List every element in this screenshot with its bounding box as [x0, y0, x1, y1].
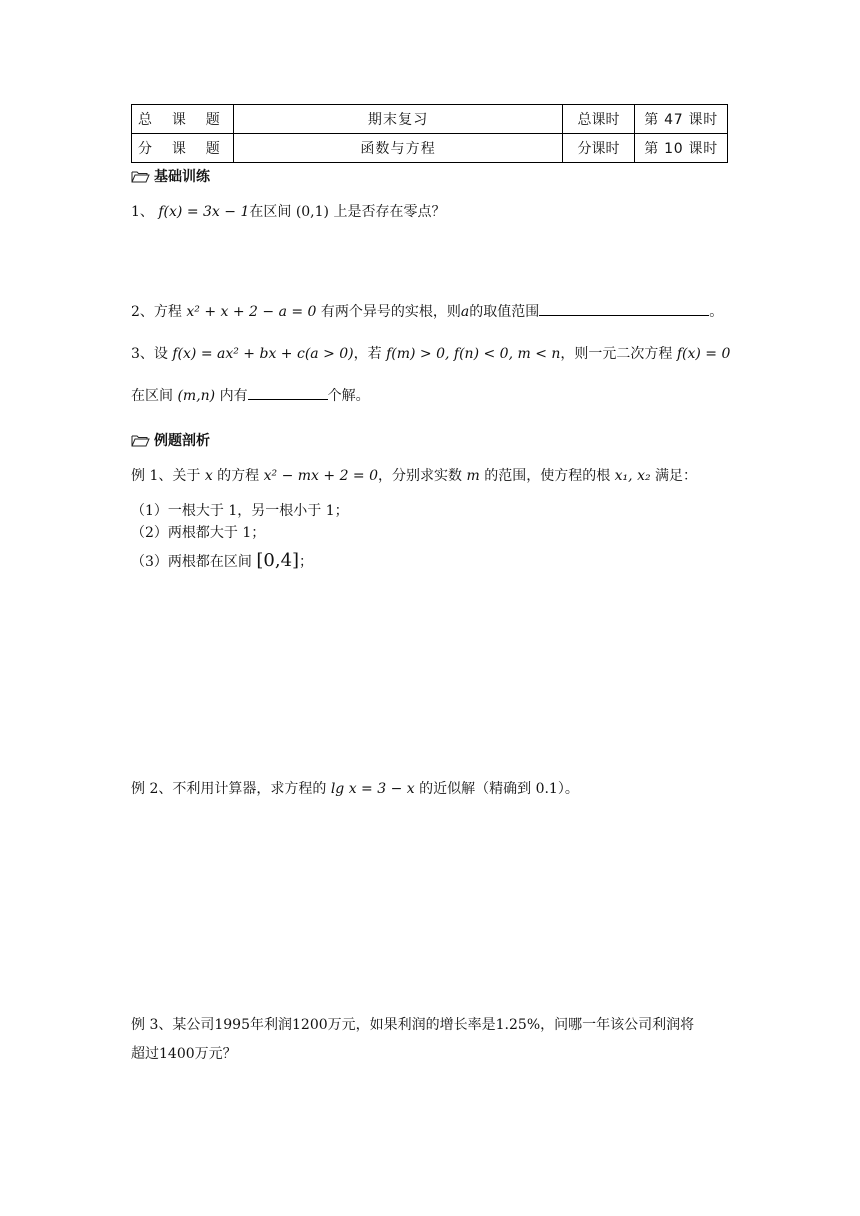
question-text: 的方程: [217, 468, 260, 484]
math-interval: [0,4]: [256, 550, 300, 571]
example-number: 例 2、不利用计算器，求方程的: [131, 781, 327, 797]
math-equation: f(x) = 0: [676, 346, 731, 362]
example-1-item-2: （2）两根都大于 1；: [131, 525, 266, 541]
section-title: 例题剖析: [154, 433, 210, 449]
section-basic-training: [131, 166, 210, 186]
question-number: 3、设: [131, 346, 168, 362]
question-text: （3）两根都在区间: [131, 554, 252, 570]
question-text: 的近似解（精确到 0.1）。: [419, 781, 579, 797]
section-title: 基础训练: [154, 169, 210, 185]
question-text: 。: [709, 304, 724, 320]
header-value-total-topic: 期末复习: [234, 105, 562, 134]
lesson-header-table: [131, 104, 728, 163]
math-condition: f(m) > 0, f(n) < 0, m < n: [386, 346, 561, 362]
question-text: 上是否存在零点？: [333, 204, 446, 220]
question-text: 年利润: [250, 1017, 292, 1033]
question-text: 个解。: [327, 388, 370, 404]
math-expression: f(x) = ax² + bx + c(a > 0): [172, 346, 354, 362]
question-text: 在区间: [131, 388, 173, 404]
example-number: 例 1、关于: [131, 468, 201, 484]
example-1-item-3: [131, 550, 313, 571]
amount-value: 1200: [292, 1017, 328, 1033]
header-label-sub-hours: 分课时: [562, 134, 634, 163]
question-text: ，若: [353, 346, 382, 362]
question-text: ，则一元二次方程: [560, 346, 673, 362]
question-number: 2、方程: [131, 304, 182, 320]
math-expression: f(x) = 3x − 1: [158, 204, 250, 220]
answer-blank[interactable]: [248, 386, 328, 400]
math-interval: (0,1): [295, 204, 330, 220]
question-text: 有两个异号的实根，则: [320, 304, 461, 320]
header-value-sub-topic: 函数与方程: [234, 134, 562, 163]
folder-icon: [131, 170, 150, 183]
example-number: 例 3、某公司: [131, 1017, 215, 1033]
year-value: 1995: [214, 1017, 250, 1033]
math-variable: x: [204, 468, 213, 484]
math-expression: lg x = 3 − x: [330, 781, 415, 797]
question-1: [131, 201, 445, 221]
math-expression: x² + x + 2 − a = 0: [186, 304, 317, 320]
question-text: ，分别求实数: [378, 468, 463, 484]
example-1: [131, 465, 697, 485]
question-text: 万元，如果利润的增长率是: [327, 1017, 496, 1033]
target-value: 1400: [159, 1046, 195, 1062]
math-variable: m: [466, 468, 480, 484]
question-text: ，问哪一年该公司利润将: [540, 1017, 695, 1033]
example-3-line-1: [131, 1014, 694, 1034]
rate-value: 1.25%: [495, 1017, 541, 1033]
question-text: 超过: [131, 1046, 159, 1062]
question-text: ；: [299, 554, 314, 570]
question-3-line-1: [131, 343, 730, 363]
header-row-sub: [132, 134, 728, 163]
question-text: 的范围，使方程的根: [484, 468, 611, 484]
header-value-sub-hours: 第 10 课时: [635, 134, 728, 163]
header-row-total: [132, 105, 728, 134]
example-2: [131, 778, 579, 798]
answer-blank[interactable]: [539, 302, 709, 316]
math-roots: x₁, x₂: [614, 468, 651, 484]
math-expression: x² − mx + 2 = 0: [263, 468, 379, 484]
folder-icon: [131, 434, 150, 447]
header-label-total-hours: 总课时: [562, 105, 634, 134]
question-text: 内有: [219, 388, 248, 404]
example-1-item-1: （1）一根大于 1，另一根小于 1；: [131, 503, 349, 519]
header-label-sub-topic: 分 课 题: [132, 134, 234, 163]
question-text: 万元？: [194, 1046, 237, 1062]
header-label-total-topic: 总 课 题: [132, 105, 234, 134]
question-3-line-2: [131, 385, 370, 405]
question-2: [131, 301, 723, 321]
header-value-total-hours: 第 47 课时: [635, 105, 728, 134]
question-number: 1、: [131, 204, 154, 220]
question-text: 在区间: [249, 204, 292, 220]
math-interval: (m,n): [177, 388, 216, 404]
question-text: 满足：: [655, 468, 698, 484]
question-text: 的取值范围: [469, 304, 540, 320]
section-example-analysis: [131, 430, 210, 450]
example-3-line-2: [131, 1043, 237, 1063]
math-variable: a: [460, 304, 470, 320]
